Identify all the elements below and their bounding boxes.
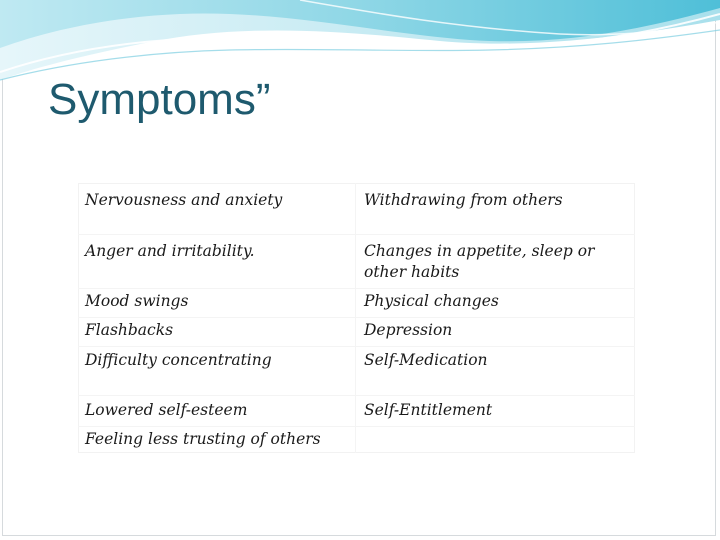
symptom-item: Nervousness and anxiety [85,191,283,209]
symptom-item: Difficulty concentrating [85,351,272,369]
row-divider [78,395,635,396]
symptom-item: Self-Entitlement [364,401,493,419]
symptom-item: Anger and irritability. [85,242,255,260]
row-divider [78,317,635,318]
symptom-item: Changes in appetite, sleep or [364,242,595,260]
symptom-item: Depression [364,321,453,339]
row-divider [78,234,635,235]
row-divider [78,346,635,347]
row-divider [78,426,635,427]
symptom-item: Self-Medication [364,351,488,369]
symptom-item: Physical changes [364,292,499,310]
symptom-item: other habits [364,263,460,281]
symptom-item: Lowered self-esteem [85,401,248,419]
row-divider [78,288,635,289]
symptom-item: Feeling less trusting of others [85,430,321,448]
symptom-item: Flashbacks [85,321,174,339]
slide-title: Symptoms” [48,75,271,124]
symptom-item: Mood swings [85,292,189,310]
symptom-item: Withdrawing from others [364,191,563,209]
column-divider [355,183,356,453]
